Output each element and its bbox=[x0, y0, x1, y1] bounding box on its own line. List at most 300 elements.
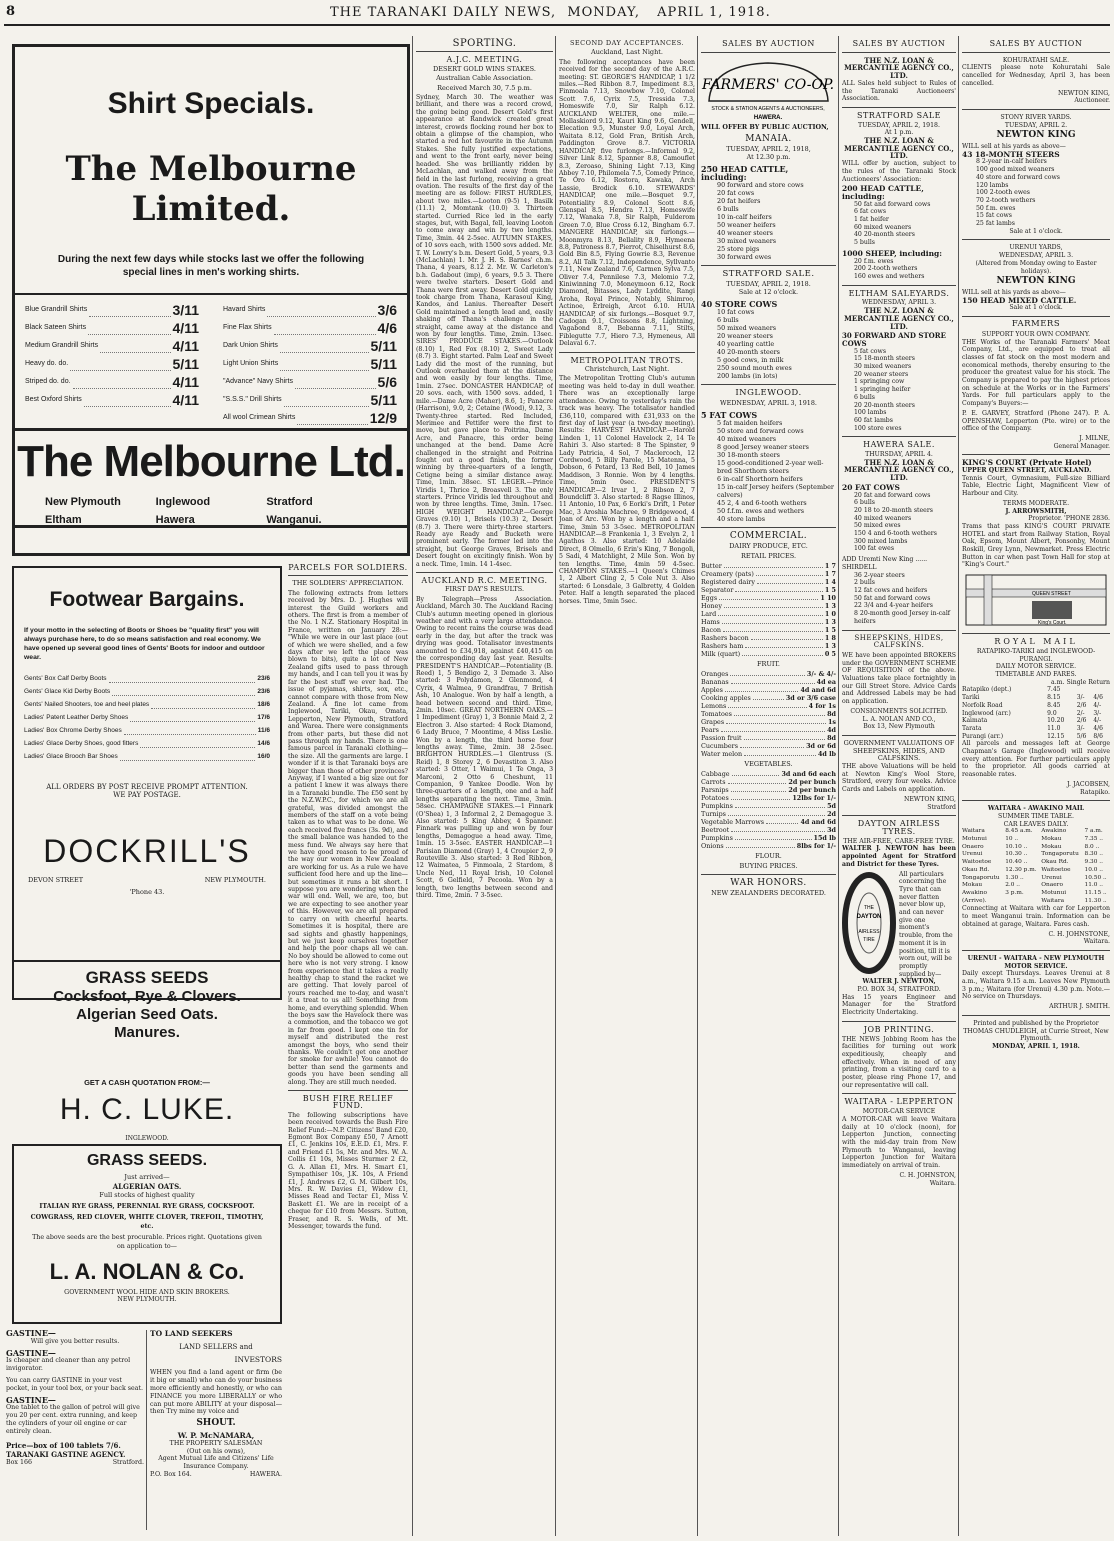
job-printing-body: THE NEWS Jobbing Room has the facilities for turning out work expeditiously, cheaply and effectively. When in need of any printing, from a visiting card to a poster, please ring Phone 17, and our representative will call. bbox=[842, 1035, 956, 1089]
butter-item bbox=[701, 578, 836, 586]
butter-item-price: 0 5 bbox=[824, 650, 836, 658]
mail-cell: Tariki bbox=[962, 694, 980, 702]
waitara-town: Waitara. bbox=[929, 1179, 956, 1187]
mail-daily: DAILY MOTOR SERVICE. bbox=[995, 663, 1077, 671]
list-item: 15 fat cows bbox=[976, 212, 1012, 220]
list-item: 15 18-month steers bbox=[854, 355, 915, 363]
list-item: 300 mixed lambs bbox=[854, 537, 908, 545]
nolan-line: COWGRASS, RED CLOVER, WHITE CLOVER, TREFOIL, TIMOTHY, etc. bbox=[30, 1214, 264, 1230]
awakino-cell: 8.45 a.m. bbox=[1005, 828, 1033, 835]
footwear-list bbox=[24, 672, 270, 763]
butter-item-label: Separator bbox=[701, 586, 734, 594]
mail-tt: TIMETABLE AND FARES. bbox=[995, 671, 1077, 678]
awakino-cell: 10.10 .. bbox=[1005, 843, 1028, 850]
footwear-item-leader bbox=[140, 737, 255, 748]
footwear-orders: ALL ORDERS BY POST RECEIVE PROMPT ATTENTION. bbox=[46, 783, 248, 791]
veg-item-price: 4d and 6d bbox=[800, 818, 836, 826]
veg-item bbox=[701, 810, 836, 818]
list-item: 6 in-calf Shorthorn heifers bbox=[717, 475, 803, 483]
sale-date: TUESDAY, APRIL 2, 1918. bbox=[858, 121, 940, 129]
list-item: 60 mixed weaners bbox=[854, 223, 912, 231]
awakino-cell: 11.30 .. bbox=[1084, 897, 1107, 904]
sale-time: At 1 p.m. bbox=[884, 129, 914, 137]
logo-subtext: STOCK & STATION AGENTS & AUCTIONEERS, bbox=[711, 106, 825, 112]
dayton-sub: THE AIR-FREE, CARE-FREE TYRE. bbox=[843, 837, 955, 845]
veg-item-price: 5d bbox=[827, 802, 836, 810]
kohu-role: Auctioneer. bbox=[1074, 97, 1110, 105]
butter-item-label: Bacon bbox=[701, 626, 722, 634]
shirt-item-leader bbox=[280, 355, 368, 371]
stratford-heading: STRATFORD SALE. bbox=[722, 269, 815, 279]
fruit-item-leader bbox=[744, 750, 816, 756]
mail-cell: 12.15 bbox=[1047, 732, 1065, 740]
shout-agent2: Agent Mutual Life and Citizens' Life Insurance Company. bbox=[158, 1455, 274, 1471]
gastine-box: Box 166 bbox=[6, 1459, 32, 1467]
stony-intro: WILL sell at his yards as above— bbox=[962, 143, 1066, 151]
urenui-firm: NEWTON KING bbox=[996, 276, 1076, 287]
footwear-item-label: Ladies' Glace Brooch Bar Shoes bbox=[24, 753, 118, 760]
butter-item-leader bbox=[742, 650, 823, 656]
list-item: 60 fat lambs bbox=[854, 416, 893, 424]
luke-cta: GET A CASH QUOTATION FROM:— bbox=[84, 1078, 210, 1087]
gastine-ad bbox=[6, 1330, 144, 1530]
gastine-line: Will give you better results. bbox=[30, 1337, 120, 1345]
list-item: 10 in-calf heifers bbox=[717, 213, 772, 221]
fruit-item-leader bbox=[731, 678, 815, 684]
list-item: 6 bulls bbox=[854, 499, 875, 507]
list-item: 15 good-conditioned 2-year well-bred Shorthorn steers bbox=[717, 459, 824, 475]
list-item: 20 fat cows bbox=[717, 189, 755, 197]
fruit-item-label: Bananas bbox=[701, 678, 729, 686]
butter-item-leader bbox=[745, 642, 823, 648]
dayton-side: All particulars concerning the Tyre that can never flatten never blow up, and can never give one moment's trouble, from the moment it is in position, till it is worn out, will be promptly supplied by— bbox=[899, 870, 953, 978]
veg-item-label: Pumpkins bbox=[701, 802, 733, 810]
waitara-body: A MOTOR-CAR will leave Waitara daily at 10 o'clock (noon), for Lepperton Junction, connecting with the mid-day train from New Plymouth to Wanganui, leaving Lepperton Junction for Waitara immediately on arrival of train. bbox=[842, 1115, 956, 1170]
inglewood-heading: INGLEWOOD. bbox=[735, 388, 802, 398]
urenui-head: 150 HEAD MIXED CATTLE. bbox=[962, 295, 1077, 305]
shirt-item-price: 5/11 bbox=[370, 338, 397, 354]
awakino-cell: Motunui bbox=[1041, 889, 1067, 896]
footwear-item-label: Gents' Nailed Shooters, toe and heel plates bbox=[24, 701, 150, 708]
map-cross-street bbox=[984, 575, 992, 625]
masthead-rule bbox=[4, 24, 1110, 26]
veg-item-leader bbox=[735, 802, 825, 808]
fruit-item-label: Water melon bbox=[701, 750, 743, 758]
farmers-name: J. MILNE, bbox=[1079, 434, 1110, 442]
gastine-line: You can carry GASTINE in your vest pocket, in your tool box, or your back seat. bbox=[6, 1376, 144, 1392]
mail-cell: Inglewood (arr.) bbox=[962, 709, 1011, 717]
mail-cell: 3/- bbox=[1093, 709, 1102, 717]
column-rule bbox=[412, 36, 413, 1536]
fruit-item-label: Apples bbox=[701, 686, 723, 694]
loan-intro: WILL offer by auction, subject to the rules of the Taranaki Stock Auctioneers' Association: bbox=[842, 160, 956, 183]
town: Eltham bbox=[45, 514, 82, 526]
list-item: 250 sound mouth ewes bbox=[717, 364, 792, 372]
fruit-item bbox=[701, 734, 836, 742]
fruit-item-price: 3d or 3/6 case bbox=[785, 694, 836, 702]
fruit-item-leader bbox=[734, 710, 825, 716]
fruit-item-label: Passion fruit bbox=[701, 734, 742, 742]
list-item: 40 yearling cattle bbox=[717, 340, 775, 348]
stony-list bbox=[962, 158, 1110, 227]
shout-heading: TO LAND SEEKERS bbox=[150, 1330, 233, 1338]
luke-title: GRASS SEEDS bbox=[85, 968, 209, 987]
awakino-cell: Waitoetoe bbox=[1041, 866, 1071, 873]
awakino-row bbox=[962, 882, 1110, 890]
footwear-item-price: 18/6 bbox=[257, 701, 270, 708]
footwear-item-leader bbox=[109, 672, 256, 683]
mail-row bbox=[962, 702, 1110, 710]
awakino-row bbox=[962, 898, 1110, 906]
nolan-footer: GOVERNMENT WOOL HIDE AND SKIN BROKERS. bbox=[64, 1289, 230, 1296]
inglewood-list bbox=[701, 419, 836, 523]
stony-date: TUESDAY, APRIL 2. bbox=[1004, 121, 1068, 129]
list-item: 160 ewes and wethers bbox=[854, 272, 925, 280]
list-item: 40 mixed weaners bbox=[854, 514, 912, 522]
store-name: The Melbourne Limited. bbox=[65, 149, 357, 229]
footwear-item bbox=[24, 672, 270, 685]
footwear-item-leader bbox=[130, 711, 255, 722]
butter-item-leader bbox=[723, 626, 823, 632]
butter-item bbox=[701, 642, 836, 650]
shout-body: WHEN you find a land agent or firm (be it big or small) who can do your business more efficiently and honestly, or who can FINANCE you more LIBERALLY or who can put more ABILITY at your disposal—then Try mine my voice and bbox=[150, 1369, 282, 1416]
loan-list bbox=[842, 572, 956, 626]
fruit-item-label: Lemons bbox=[701, 702, 727, 710]
list-item: 120 lambs bbox=[976, 181, 1009, 189]
fruit-item-leader bbox=[726, 718, 826, 724]
list-item: 20 18 to 20-month steers bbox=[854, 506, 933, 514]
fruit-item-label: Oranges bbox=[701, 670, 729, 678]
shirt-item-price: 4/11 bbox=[172, 338, 199, 354]
butter-item bbox=[701, 602, 836, 610]
mail-name: J. JACOBSEN, bbox=[1067, 780, 1110, 788]
column-rule bbox=[958, 36, 959, 1536]
shirt-item-leader bbox=[70, 355, 170, 371]
list-item: 40 weaner steers bbox=[717, 229, 773, 237]
shirt-item-price: 4/11 bbox=[172, 392, 199, 408]
veg-item-leader bbox=[728, 778, 787, 784]
butter-item-leader bbox=[722, 618, 823, 624]
shirt-item-label: Dark Union Shirts bbox=[223, 342, 278, 349]
veg-item bbox=[701, 826, 836, 834]
veg-item-price: 2d per bunch bbox=[788, 778, 836, 786]
fat-cows-head: 20 FAT COWS bbox=[842, 482, 900, 492]
loan-firm: THE N.Z. LOAN & MERCANTILE AGENCY CO., LTD. bbox=[844, 55, 954, 81]
melbourne-ltd-ad bbox=[12, 428, 410, 556]
urenui2-title: URENUI - WAITARA - NEW PLYMOUTH MOTOR SERVICE. bbox=[967, 954, 1105, 970]
shirt-item-price: 3/11 bbox=[172, 302, 199, 318]
shirt-item bbox=[223, 337, 397, 355]
sale-time: At 12.30 p.m. bbox=[746, 153, 791, 161]
butter-item bbox=[701, 570, 836, 578]
masthead bbox=[0, 0, 1114, 24]
page-number: 8 bbox=[6, 4, 16, 19]
kings-terms: TERMS MODERATE. bbox=[1002, 499, 1070, 507]
awakino-cell: Tongaporutu bbox=[1041, 851, 1079, 858]
shirt-item-label: Light Union Shirts bbox=[223, 360, 279, 367]
list-item: 1 springing heifer bbox=[854, 386, 911, 394]
awakino-cell: Okau Rd. bbox=[1041, 859, 1069, 866]
gastine-price: Price—box of 100 tablets 7/6. bbox=[6, 1440, 121, 1450]
luke-name: H. C. LUKE. bbox=[59, 1093, 235, 1126]
loan-firm: THE N.Z. LOAN & MERCANTILE AGENCY CO., LTD. bbox=[844, 136, 954, 161]
tyre-outline bbox=[845, 875, 893, 971]
awakino-cell: Onaero bbox=[962, 843, 984, 850]
list-item: 1 fat heifer bbox=[854, 216, 889, 224]
town: Hawera bbox=[155, 514, 195, 526]
mail-cell: 3/- bbox=[1076, 724, 1085, 732]
footwear-item-label: Gents' Box Calf Derby Boots bbox=[24, 675, 107, 682]
town: New Plymouth bbox=[45, 496, 121, 508]
butter-item-label: Registered dairy bbox=[701, 578, 755, 586]
awakino-timetable bbox=[962, 828, 1110, 905]
war-honors-sub: NEW ZEALANDERS DECORATED. bbox=[711, 889, 826, 897]
footwear-item-price: 17/6 bbox=[257, 714, 270, 721]
kings-role: Proprietor. 'PHONE 2836. bbox=[1028, 515, 1110, 523]
town: Wanganui. bbox=[266, 514, 322, 526]
veg-item-label: Pumpkins bbox=[701, 834, 733, 842]
list-item: 15 in-calf Jersey heifers (September calvers) bbox=[717, 483, 834, 499]
butter-prices bbox=[701, 562, 836, 658]
awakino-cell: (Arrive). bbox=[962, 897, 987, 904]
fruit-item-label: Grapes bbox=[701, 718, 725, 726]
awakino-cell: Onaero bbox=[1041, 882, 1063, 889]
awakino-row bbox=[962, 851, 1110, 859]
shout-town: HAWERA. bbox=[249, 1470, 282, 1478]
shirt-item-price: 4/11 bbox=[172, 320, 199, 336]
trots-place: Christchurch, Last Night. bbox=[584, 365, 670, 374]
footwear-item-leader bbox=[124, 724, 256, 735]
urenui-time: Sale at 1 o'clock. bbox=[1009, 304, 1063, 312]
list-item: 50 fat and forward cows bbox=[854, 200, 931, 208]
gastine-line: One tablet to the gallon of petrol will give you 20 per cent. extra running, and keep the cylinders of your oil engine or car entirely clean. bbox=[6, 1404, 140, 1435]
map-hotel-label: King's Court. bbox=[1038, 620, 1067, 627]
farmers-coop-column bbox=[701, 36, 836, 1536]
mail-cell: 11.0 bbox=[1047, 724, 1061, 732]
fruit-item-label: Cucumbers bbox=[701, 742, 738, 750]
mail-cell: 2/- bbox=[1076, 709, 1085, 717]
butter-item-leader bbox=[724, 602, 823, 608]
column-rule bbox=[838, 36, 839, 1536]
sale-time: Sale at 12 o'clock. bbox=[738, 288, 799, 296]
list-item: 12 fat cows and heifers bbox=[854, 587, 928, 594]
dockrill-phone: 'Phone 43. bbox=[129, 888, 165, 896]
list-item: 1 springing cow bbox=[854, 378, 905, 386]
list-item: 40 store and forward cows bbox=[976, 173, 1060, 181]
commercial-title: COMMERCIAL. bbox=[729, 531, 808, 541]
shirt-item bbox=[223, 409, 397, 427]
forward-cows-head: 30 FORWARD AND STORE COWS bbox=[842, 331, 946, 348]
list-item: 30 18-month steers bbox=[717, 451, 780, 459]
shirt-item-leader bbox=[100, 337, 170, 353]
awakino-cell bbox=[1005, 898, 1041, 906]
dockrill-town: NEW PLYMOUTH. bbox=[204, 876, 266, 884]
skins-consign: CONSIGNMENTS SOLICITED. bbox=[850, 707, 948, 715]
shirt-item-price: 5/6 bbox=[377, 374, 397, 390]
fruit-item bbox=[701, 718, 836, 726]
shout-agent: W. P. McNAMARA, bbox=[177, 1430, 255, 1440]
farmers-title: FARMERS bbox=[1011, 319, 1061, 330]
list-item: 50 weaner heifers bbox=[717, 221, 776, 229]
butter-item-price: 1 10 bbox=[820, 594, 836, 602]
footwear-item-label: Gents' Glace Kid Derby Boots bbox=[24, 688, 111, 695]
dayton-tyre-illustration bbox=[842, 871, 896, 975]
luke-town: INGLEWOOD. bbox=[125, 1135, 169, 1142]
veg-item-price: 8lbs for 1/- bbox=[796, 842, 836, 850]
shirt-item-leader bbox=[89, 301, 170, 317]
urenui-title: URENUI YARDS, bbox=[1009, 244, 1063, 252]
list-item: 8 20-month good Jersey in-calf heifers bbox=[854, 610, 951, 625]
sale-date: THURSDAY, APRIL 4. bbox=[865, 451, 933, 459]
nolan-arrived: Just arrived— bbox=[124, 1173, 170, 1181]
mail-town: Ratapiko. bbox=[1080, 788, 1110, 796]
shirt-item-label: "Advance" Navy Shirts bbox=[223, 378, 293, 385]
arc-body: By Telegraph—Press Association. Auckland, March 30. The Auckland Racing Club's autumn meeting opened in glorious weather and with a very large attendance. Owing to recent rains the course was dead early in the day, but after the track was drying was good. Totalisator investments amounted to £34,918, against £40,415 on the corresponding day last year. Results: PRESIDENT'S HANDICAP.—Potentiality (B. Reed) 1, 5 Bendigo 2, 3 Demade 3. Also started: 3 Polydamon, 2 Glenmond, 4 Cyrix, 4 Walmea, 9 Grandfrau, 7 British Ash, 10 Analogue. Won by half a length, a head between second and third. Time, 2min. 10sec. GREAT NORTHERN OAKS.—1 Impediment (Gray) 1, 3 Bonnie Maid 2, 2 Electron 3. Also started: 4 Rock Diamond, 6 Lady Bruce, 7 Moontime, 4 Miss Leslie. Won by a length, the third horse four lengths away. Time, 2min. 38 2-5sec. BRIGHTON HURDLES.—1 Glentruss (S. Reid) 1, 8 Storey 2, 6 Devastiton 3. Also started: 3 Otter, 1 Waimui, 1 Te Onga, 3 Marconi, 2 Otto 6 Cheshunt, 11 Companion, 9 Yankee Doodle. Won by three-quarters of a length, one and a half lengths separating the next. Time, 3min. 58sec. CHAMPAGNE STAKES.—1 Finnark (O'Shea) 1, 3 Informal 2, 2 Demagogue 3. Also started: 5 King Abbey, 4 Spanner. Finnark was pulling up and won by four lengths, Demagogue a head away. Time, 1min. 15 3-5sec. EASTER HANDICAP.—1 Parisian Diamond (Gray) 1, 4 Croupier 2, 9 Routeville 3. Also started: 3 Red Ribbon, 12 Waimatea, 5 Finmoala, 2 Stardom, 8 Uncle Ned, 11 Royal Irish, 10 Colonel Scott, 6 Gelfield, 7 Pecoola. Won by a length, two lengths between second and third. Time, 2min. 7 3-5sec. bbox=[416, 595, 553, 900]
govt-title: GOVERNMENT VALUATIONS OF SHEEPSKINS, HIDES, AND CALFSKINS. bbox=[843, 738, 955, 763]
shirt-item-price: 5/11 bbox=[172, 356, 199, 372]
list-item: 5 fat maiden heifers bbox=[717, 419, 783, 427]
kings-body: Trams that pass KING'S COURT PRIVATE HOTEL and start from Railway Station, Royal Oak, Epsom, Mount Albert, Ponsonby, Mount Roskill, Grey Lynn, Newmarket. Press Electric Button in car when past Town Hall for stop at "King's Court." bbox=[962, 522, 1110, 569]
cattle-head: 250 HEAD CATTLE, including: bbox=[701, 164, 789, 182]
fruit-item-leader bbox=[744, 734, 826, 740]
shirt-item bbox=[223, 355, 397, 373]
awakino-cell: 8.30 .. bbox=[1084, 851, 1103, 858]
logo-text: FARMERS' CO-OP. bbox=[701, 77, 835, 93]
mail-cell: Kaimata bbox=[962, 717, 988, 725]
shirt-item-label: Havard Shirts bbox=[223, 306, 266, 313]
butter-item-label: Rashers bacon bbox=[701, 634, 749, 642]
butter-item-price: 1 4 bbox=[824, 578, 836, 586]
urenui-note: (Altered from Monday owing to Easter holidays). bbox=[975, 259, 1097, 275]
veg-item-leader bbox=[731, 826, 825, 832]
list-item: 6 bulls bbox=[717, 316, 739, 324]
fruit-item bbox=[701, 710, 836, 718]
loan-mercantile-column bbox=[842, 36, 956, 1536]
sale-date: WEDNESDAY, APRIL 3. bbox=[861, 299, 937, 307]
list-item: 50 store and forward cows bbox=[717, 427, 804, 435]
veg-item-leader bbox=[726, 842, 795, 848]
shirt-item bbox=[25, 373, 199, 391]
arc-title: AUCKLAND R.C. MEETING. bbox=[421, 576, 548, 586]
waitara-name: C. H. JOHNSTON, bbox=[899, 1171, 956, 1179]
veg-item bbox=[701, 778, 836, 786]
flour-heading: FLOUR. bbox=[755, 852, 782, 860]
nolan-oats: ALGERIAN OATS. bbox=[112, 1182, 182, 1191]
tyre-text: AIRLESS bbox=[858, 928, 880, 935]
fruit-item-leader bbox=[730, 670, 805, 676]
footwear-item bbox=[24, 698, 270, 711]
skins-body: WE have been appointed BROKERS under the GOVERNMENT SCHEME OF REQUISITION of the above. Valuations take place fortnightly in our Gill Street Store. Advice Cards and Addressed Labels may be had on application. bbox=[842, 651, 956, 706]
mail-note: All parcels and messages left at George Chapman's Garage (Inglewood) will receive every attention. For further particulars apply to the proprietor. All goods carried at reasonable rates. bbox=[962, 740, 1110, 779]
list-item: 150 4 and 6-tooth wethers bbox=[854, 530, 937, 538]
nolan-ad bbox=[12, 1144, 282, 1324]
shirt-item-label: Medium Grandrill Shirts bbox=[25, 342, 99, 349]
shirt-item bbox=[223, 319, 397, 337]
list-item: 30 mixed weaners bbox=[717, 237, 777, 245]
awakino-row bbox=[962, 867, 1110, 875]
kings-court-map bbox=[962, 571, 1110, 629]
map-street-label: QUEEN STREET bbox=[1032, 591, 1071, 598]
shirt-item-price: 4/11 bbox=[172, 374, 199, 390]
veg-item-price: 15d lb bbox=[813, 834, 836, 842]
shirt-item bbox=[25, 355, 199, 373]
awakino-cell: 11.15 .. bbox=[1084, 889, 1107, 896]
loan-list bbox=[842, 258, 956, 281]
shirt-item-price: 5/11 bbox=[370, 392, 397, 408]
shout-role: THE PROPERTY SALESMAN bbox=[169, 1439, 263, 1447]
gastine-head: GASTINE— bbox=[6, 1394, 56, 1405]
butter-item-leader bbox=[724, 562, 823, 568]
buying-heading: BUYING PRICES. bbox=[739, 862, 798, 870]
mail-cell: 2/6 bbox=[1076, 717, 1087, 725]
list-item: 40 store lambs bbox=[717, 515, 766, 523]
awakino-cell: 12.30 p.m. bbox=[1005, 866, 1037, 873]
stony-time: Sale at 1 o'clock. bbox=[1009, 227, 1063, 235]
mail-cell: 4/- bbox=[1093, 701, 1102, 709]
list-item: 200 2-tooth wethers bbox=[854, 265, 918, 273]
footwear-item bbox=[24, 724, 270, 737]
skins-box: Box 13, New Plymouth bbox=[863, 723, 935, 731]
stratford-list bbox=[701, 308, 836, 380]
mail-cell bbox=[1077, 686, 1094, 694]
footwear-item-price: 11/6 bbox=[257, 727, 270, 734]
shirt-item-price: 12/9 bbox=[369, 410, 397, 426]
bush-fire-title: BUSH FIRE RELIEF FUND. bbox=[302, 1094, 394, 1111]
shout-ad bbox=[150, 1330, 282, 1530]
awakino-cell: 10 .. bbox=[1005, 836, 1019, 843]
mail-row bbox=[962, 710, 1110, 718]
map-hotel bbox=[1032, 601, 1072, 619]
footwear-item-price: 23/6 bbox=[257, 688, 270, 695]
awakino-cell: Okau Rd. bbox=[962, 866, 990, 873]
kings-court-title: KING'S COURT (Private Hotel) bbox=[962, 458, 1092, 468]
shirt-item-price: 4/6 bbox=[377, 320, 397, 336]
awakino-cell: 11.0 .. bbox=[1084, 882, 1103, 889]
shirt-list-left bbox=[25, 301, 211, 427]
butter-item bbox=[701, 586, 836, 594]
govt-name: NEWTON KING, bbox=[903, 795, 956, 803]
list-item: 40 20-month steers bbox=[854, 231, 915, 239]
received-line: Received March 30, 7.5 p.m. bbox=[437, 83, 532, 92]
mail-cell: 8/6 bbox=[1093, 732, 1103, 740]
shout-name: SHOUT. bbox=[196, 1418, 236, 1429]
awakino-cell: 9.30 .. bbox=[1084, 859, 1103, 866]
mail-cell: 5/6 bbox=[1076, 732, 1087, 740]
stony-steers: 43 18-MONTH STEERS bbox=[962, 149, 1060, 159]
manaia-list bbox=[701, 181, 836, 261]
veg-item-label: Vegetable Marrows bbox=[701, 818, 765, 826]
footwear-item-label: Ladies' Box Chrome Derby Shoes bbox=[24, 727, 122, 734]
mail-cols: a.m. Single Return bbox=[1051, 678, 1110, 686]
column-rule bbox=[555, 36, 556, 1536]
butter-item-leader bbox=[735, 586, 822, 592]
awakino-cell: Awakino bbox=[1041, 828, 1067, 835]
list-item: 2 bulls bbox=[854, 579, 875, 587]
veg-item-price: 3d bbox=[827, 826, 836, 834]
mail-cell: 4/- bbox=[1093, 717, 1102, 725]
awakino-cell: 10.30 .. bbox=[1005, 851, 1028, 858]
waitara-sub: MOTOR-CAR SERVICE bbox=[862, 1108, 936, 1116]
awakino-cell: Mokau bbox=[1041, 843, 1062, 850]
fruit-item bbox=[701, 678, 836, 686]
ajc-title: A.J.C. MEETING. bbox=[446, 55, 523, 65]
veg-item-label: Cabbage bbox=[701, 770, 730, 778]
list-item: 40 20-month steers bbox=[717, 348, 780, 356]
butter-item bbox=[701, 626, 836, 634]
awakino-cell: Waitoetoe bbox=[962, 859, 992, 866]
footwear-item bbox=[24, 750, 270, 763]
manaia-heading: MANAIA. bbox=[745, 134, 792, 144]
